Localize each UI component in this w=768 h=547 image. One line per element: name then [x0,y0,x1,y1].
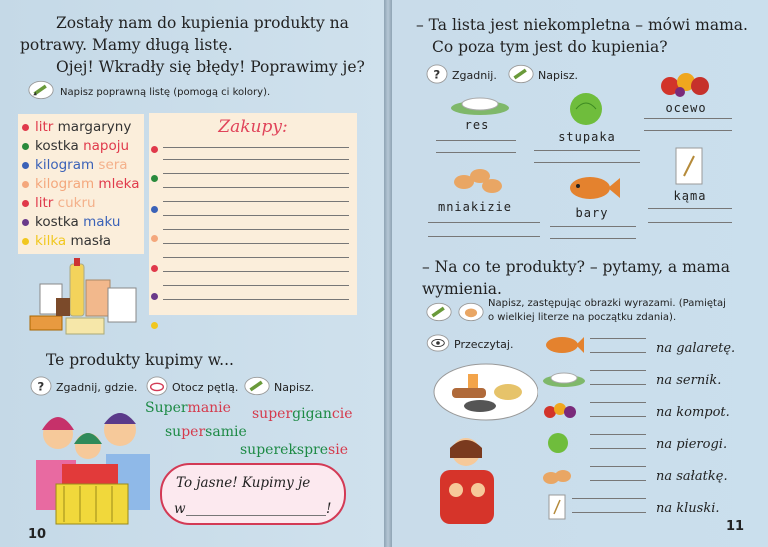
intro-line-1: Zostały nam do kupienia produkty na [56,14,349,32]
task-write: Napisz. [274,381,315,394]
answer-line[interactable] [648,208,732,209]
answer-line[interactable] [644,118,732,119]
food-thought-bubble [428,362,538,424]
speech-bubble [160,463,346,525]
na-kompot: na kompot. [656,405,730,420]
color-dot [151,146,158,153]
answer-line[interactable] [572,512,646,513]
list-item: litr margaryny [22,118,144,137]
write-line[interactable] [163,215,349,216]
answer-line[interactable] [436,152,516,153]
answer-line[interactable] [436,140,516,141]
picture-icon [458,302,484,326]
na-kluski: na kluski. [656,501,720,516]
fruit-small-picture [542,400,578,420]
flour-small-picture [548,494,566,520]
shopping-list-card [149,113,357,315]
write-line[interactable] [163,257,349,258]
intro-line-2: potrawy. Mamy długą listę. [20,36,233,54]
answer-line[interactable] [186,515,326,516]
cheese-picture [450,94,510,116]
scrambled-word-ocewo: ocewo [665,101,707,115]
answer-line[interactable] [590,434,646,435]
fish-small-picture [544,334,584,356]
shopping-list-title: Zakupy: [218,117,288,137]
scrambled-word-bary: bary [575,206,609,220]
flour-picture [674,146,704,186]
task-circle: Otocz pętlą. [172,381,239,394]
cabbage-picture [566,92,606,126]
list-item: kilogram mleka [22,175,144,194]
na-galarete: na galaretę. [656,341,736,356]
write-line[interactable] [163,285,349,286]
instruction-line-2: o wielkiej literze na początku zdania). [488,312,677,323]
answer-line[interactable] [534,162,640,163]
svg-text:?: ? [433,67,441,82]
question-line-1: – Na co te produkty? – pytamy, a mama [422,258,730,276]
write-line[interactable] [163,243,349,244]
color-dot [22,238,29,245]
task-guess: Zgadnij, gdzie. [56,381,138,394]
question-line-2: wymienia. [422,280,502,298]
answer-line[interactable] [590,352,646,353]
shop-word-supersamie[interactable]: supersamie [165,424,247,440]
answer-line[interactable] [550,238,636,239]
color-dot [22,162,29,169]
dialog-line-2: Co poza tym jest do kupienia? [432,38,668,56]
color-dot [22,200,29,207]
write-line[interactable] [163,187,349,188]
answer-line[interactable] [648,222,732,223]
answer-line[interactable] [590,466,646,467]
scrambled-word-stupaka: stupaka [558,130,616,144]
bubble-w: w [174,501,186,517]
question-icon [30,376,52,400]
buy-heading: Te produkty kupimy w... [46,351,234,369]
read-label: Przeczytaj. [454,338,514,351]
cabbage-small-picture [546,432,570,454]
write-line[interactable] [163,299,349,300]
answer-line[interactable] [644,130,732,131]
answer-line[interactable] [572,498,646,499]
color-dot [22,143,29,150]
answer-line[interactable] [428,222,540,223]
write-line[interactable] [163,271,349,272]
answer-line[interactable] [550,226,636,227]
answer-line[interactable] [590,480,646,481]
instruction-line-1: Napisz, zastępując obrazki wyrazami. (Pamiętaj [488,298,726,309]
scrambled-word-mniakizie: mniakizie [437,200,513,214]
answer-line[interactable] [590,338,646,339]
answer-line[interactable] [590,370,646,371]
list-item: kilogram sera [22,156,144,175]
answer-line[interactable] [428,236,540,237]
intro-line-3: Ojej! Wkradły się błędy! Poprawimy je? [56,58,365,76]
question-icon [426,64,448,88]
write-line[interactable] [163,229,349,230]
answer-line[interactable] [590,448,646,449]
page-number-left: 10 [28,527,47,542]
shop-word-supermanie[interactable]: Supermanie [145,400,231,416]
fish-picture [568,174,620,202]
na-sernik: na sernik. [656,373,722,388]
write-line[interactable] [163,173,349,174]
groceries-illustration [26,258,142,340]
eye-icon [426,334,450,356]
bubble-exclamation: ! [326,501,332,517]
pencil-icon [28,80,54,104]
list-item: kilka masła [22,232,144,251]
error-list [18,114,144,254]
list-item: kostka maku [22,213,144,232]
task-write-right: Napisz. [538,69,579,82]
pencil-icon [508,64,534,88]
write-line[interactable] [163,147,349,148]
answer-line[interactable] [590,384,646,385]
bubble-text: To jasne! Kupimy je [176,475,311,491]
right-page [392,0,768,547]
fruit-picture [658,66,714,98]
instruction-text: Napisz poprawną listę (pomogą ci kolory). [60,87,271,98]
color-dot [22,219,29,226]
svg-text:?: ? [37,379,45,394]
cheese-small-picture [542,370,586,388]
color-dot [22,181,29,188]
mother-illustration [432,434,502,524]
color-dot [151,293,158,300]
write-line[interactable] [163,159,349,160]
answer-line[interactable] [534,150,640,151]
potatoes-small-picture [542,466,572,488]
loop-icon [146,376,168,400]
pencil-icon [244,376,270,400]
color-dot [151,235,158,242]
color-dot [151,206,158,213]
color-dot [22,124,29,131]
task-guess-right: Zgadnij. [452,69,497,82]
answer-line[interactable] [590,402,646,403]
answer-line[interactable] [590,416,646,417]
color-dot [151,322,158,329]
color-dot [151,175,158,182]
na-pierogi: na pierogi. [656,437,728,452]
page-number-right: 11 [726,519,745,534]
book-spine [384,0,392,547]
dialog-line-1: – Ta lista jest niekompletna – mówi mama. [416,16,748,34]
list-item: litr cukru [22,194,144,213]
family-illustration [36,404,156,526]
color-dot [151,265,158,272]
shop-word-supergigancie[interactable]: supergigancie [252,406,353,422]
shop-word-superekspresie[interactable]: superekspresie [240,442,348,458]
list-item: kostka napoju [22,137,144,156]
potatoes-picture [452,166,506,196]
scrambled-word-res: res [464,118,490,132]
scrambled-word-kama: kąma [673,189,707,203]
pencil-icon [426,302,452,326]
write-line[interactable] [163,201,349,202]
na-salatke: na sałatkę. [656,469,728,484]
